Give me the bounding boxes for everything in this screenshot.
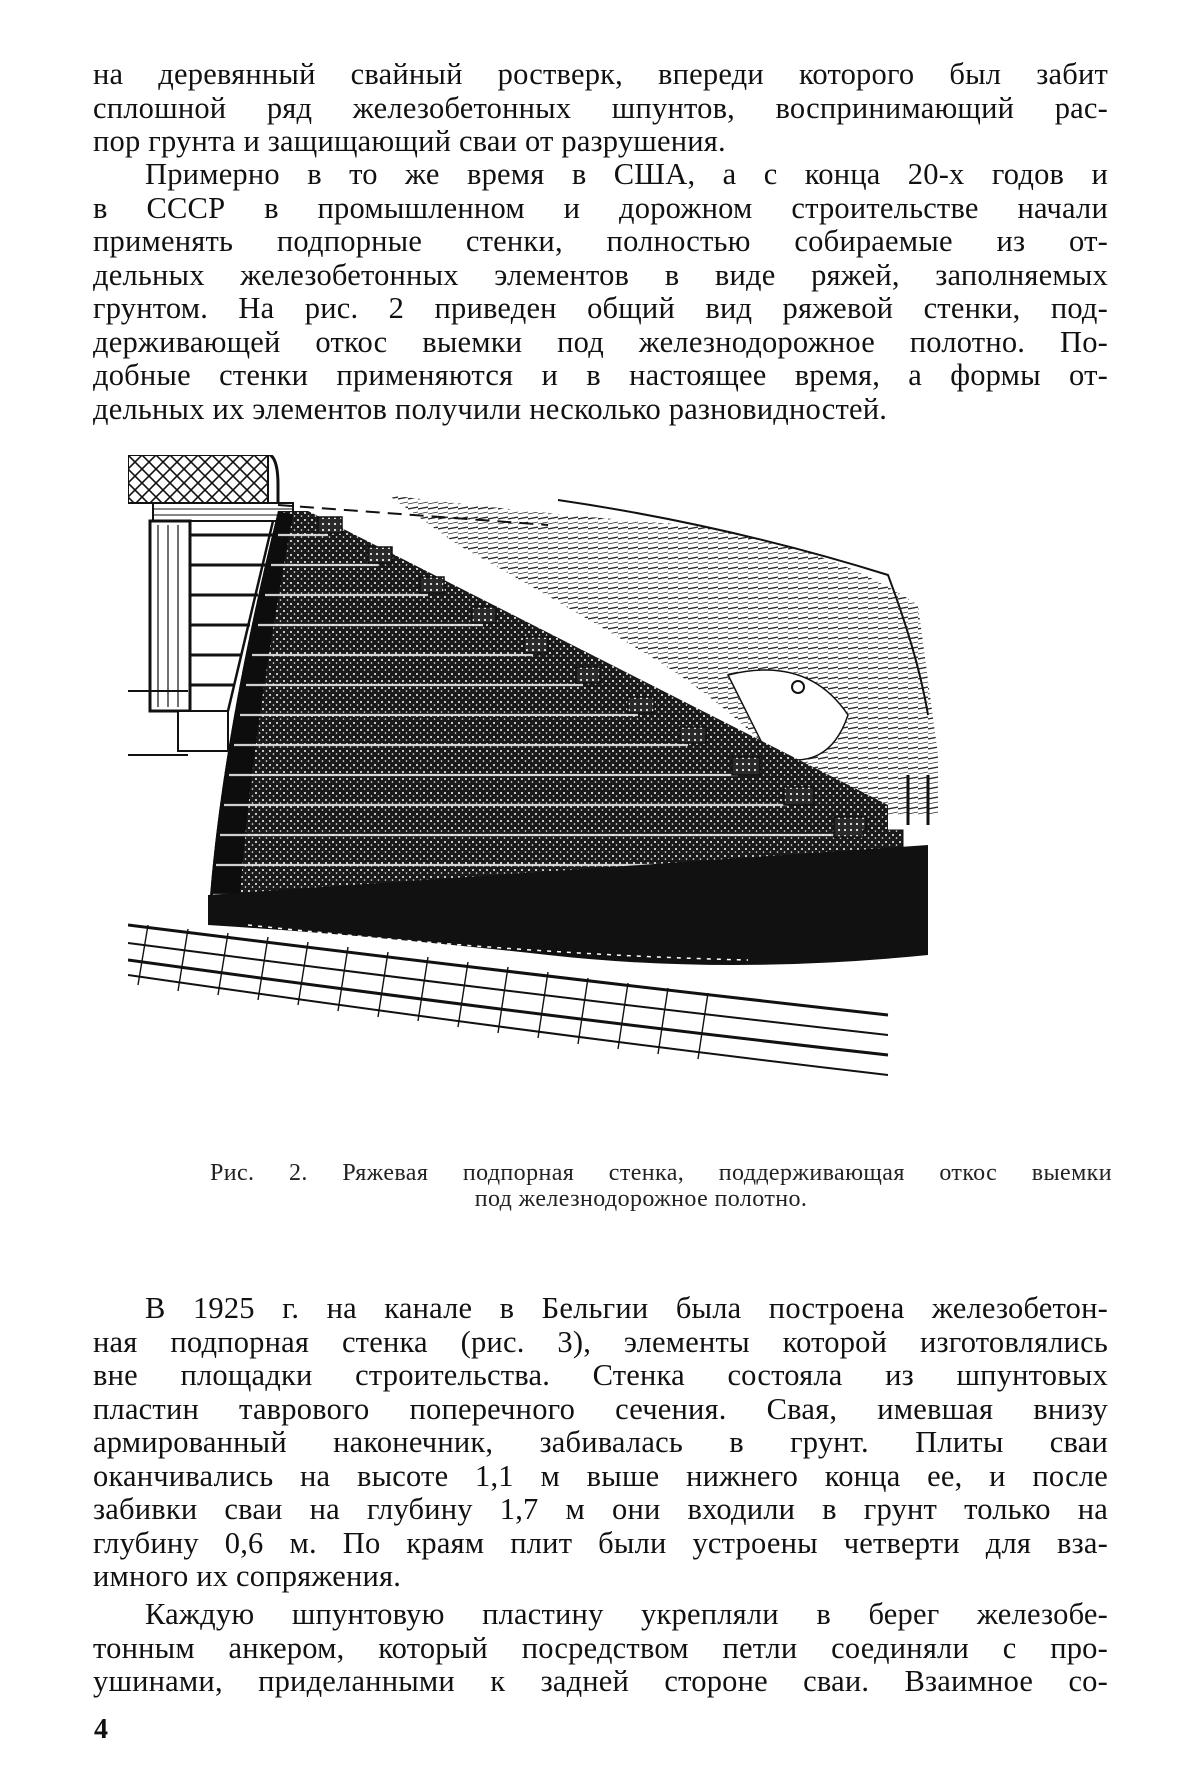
text-line: Каждую шпунтовую пластину укрепляли в берег железобе- [145, 1597, 1108, 1631]
text-line: имного их сопряжения. [93, 1559, 402, 1593]
paragraph-3 [93, 1292, 1108, 1594]
text-line: на деревянный свайный ростверк, впереди которого был забит [93, 57, 1108, 91]
text-line: армированный наконечник, забивалась в грунт. Плиты сваи [93, 1425, 1108, 1459]
crib-wall-illustration [128, 455, 1068, 1135]
text-line: сплошной ряд железобетонных шпунтов, воспринимающий рас- [93, 90, 1108, 125]
text-line: в СССР в промышленном и дорожном строительстве начали [93, 190, 1108, 225]
text-line: оканчивались на высоте 1,1 м выше нижнего конца ее, и после [93, 1458, 1108, 1493]
page-number: 4 [94, 1714, 108, 1745]
text-line: пластин таврового поперечного сечения. Свая, имевшая внизу [93, 1391, 1108, 1426]
text-line: ушинами, приделанными к задней стороне сваи. Взаимное со- [93, 1664, 1108, 1698]
paragraph-4 [93, 1598, 1108, 1699]
text-line: держивающей откос выемки под железнодорожное полотно. По- [93, 324, 1108, 359]
text-line: дельных железобетонных элементов в виде ряжей, заполняемых [93, 257, 1108, 292]
text-line: Примерно в то же время в США, а с конца 20-х годов и [145, 157, 1108, 191]
text-line: ная подпорная стенка (рис. 3), элементы которой изготовлялись [93, 1324, 1108, 1359]
text-line: вне площадки строительства. Стенка состояла из шпунтовых [93, 1358, 1108, 1392]
caption-line: под железнодорожное полотно. [474, 1186, 808, 1212]
text-line: В 1925 г. на канале в Бельгии была построена железобетон- [145, 1291, 1108, 1325]
text-line: грунтом. На рис. 2 приведен общий вид ряжевой стенки, под- [93, 291, 1108, 325]
paragraph-2 [93, 158, 1108, 426]
caption-line: Рис. 2. Ряжевая подпорная стенка, поддерживающая откос выемки [210, 1160, 1112, 1186]
text-line: применять подпорные стенки, полностью собираемые из от- [93, 224, 1108, 258]
text-line: забивки сваи на глубину 1,7 м они входили в грунт только на [93, 1492, 1108, 1526]
text-line: пор грунта и защищающий сваи от разрушения. [93, 124, 726, 158]
text-line: добные стенки применяются и в настоящее время, а формы от- [93, 358, 1108, 392]
figure-caption [210, 1160, 1112, 1212]
paragraph-1 [93, 58, 1108, 159]
text-line: глубину 0,6 м. По краям плит были устроены четверти для вза- [93, 1525, 1108, 1560]
text-line: дельных их элементов получили несколько разновидностей. [93, 391, 888, 426]
text-line: тонным анкером, который посредством петли соединяли с про- [93, 1630, 1108, 1665]
